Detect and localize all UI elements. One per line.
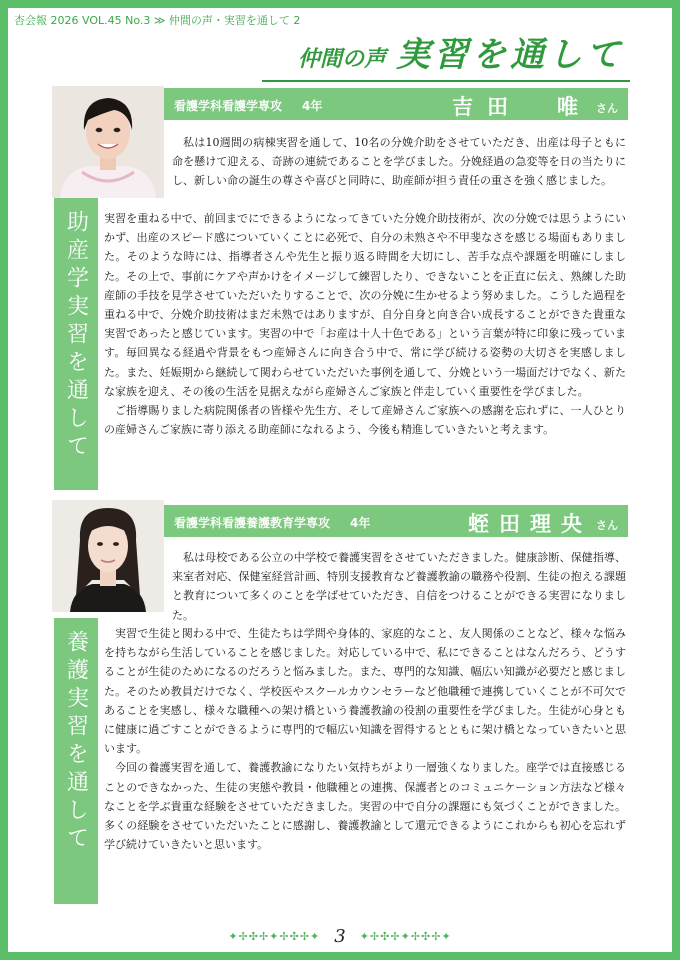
article-2-body	[104, 624, 626, 852]
name-bar-1	[164, 88, 628, 120]
grade-2: 4年	[350, 516, 371, 530]
article-2-paragraph-1: 私は母校である公立の中学校で養護実習をさせていただきました。健康診断、保健指導、来室者対応、保健室経営計画、特別支援教育など養護教諭の職務や役割、生徒の抱える課題と教育について多くのことを学ばせていただき、自信をつけることができる実習になりました。	[172, 551, 626, 622]
grade-1: 4年	[302, 99, 323, 113]
department-2: 看護学科看護養護教育学専攻 4年	[174, 516, 371, 530]
student-portrait-1-icon	[52, 86, 164, 198]
article-1-paragraph-1: 私は10週間の病棟実習を通して、10名の分娩介助をさせていただき、出産は母子ともに命を懸けて迎える、奇跡の連続であることを学びました。分娩経過の急変等を日の当たりにし、新しい命の誕生の尊さや喜びと同時に、助産師が担う責任の重さを強く感じました。	[172, 136, 626, 188]
student-name-1: 吉田 唯	[452, 95, 592, 119]
side-label-1: 助産学実習を通して	[54, 198, 98, 490]
title-big: 実習を通して	[396, 35, 624, 75]
article-2-intro	[172, 548, 626, 625]
honorific-1: さん	[596, 102, 618, 115]
department-1: 看護学科看護学専攻 4年	[174, 99, 323, 113]
honorific-2: さん	[596, 519, 618, 532]
student-name-2: 蛭田理央	[468, 512, 592, 536]
running-head: 杏会報 2026 VOL.45 No.3 ≫ 仲間の声・実習を通して 2	[14, 14, 301, 27]
article-1-body	[104, 209, 626, 463]
footer-ornament-left: ✦✢✣✢✦✢✣✢✦	[228, 929, 321, 943]
side-label-2: 養護実習を通して	[54, 618, 98, 904]
page-footer	[0, 926, 680, 946]
article-1-paragraph-2: ご指導賜りました病院関係者の皆様や先生方、そして産婦さんご家族への感謝を忘れずに、一人ひとりの産婦さんご家族に寄り添える助産師になれるよう、今後も精進していきたいと考えます。	[104, 404, 626, 437]
name-bar-2	[164, 505, 628, 537]
article-1-paragraph-1-cont: 実習を重ねる中で、前回までにできるようになってきていた分娩介助技術が、次の分娩では思うようにいかず、出産のスピード感についていくことに必死で、自分の未熟さや不甲斐なさを感じる場面もありました。そのような時には、指導者さんや先生と振り返る時間を大切にし、苦手な点や課題を明確にしました。その上で、事前にケアや声かけをイメージして練習したり、できないことを正直に伝え、熟練した助産師の手技を見学させていただいたりすることで、次の分娩に生かせるよう努めました。こうした過程を重ねる中で、分娩介助技術はまだ未熟ではありますが、自分自身と向き合い成長することができた貴重な実習であったと感じています。実習の中で「お産は十人十色である」という言葉が特に印象に残っています。毎回異なる経過や背景をもつ産婦さんに向き合う中で、常に学び続ける姿勢の大切さを実感しました。また、妊娠期から継続して関わらせていただいた事例を通して、分娩という一場面だけでなく、新たな家族を迎え、その後の生活を見据えながら産婦さんご家族と伴走していく重要性を学びました。	[104, 212, 626, 398]
article-2-paragraph-2: 実習で生徒と関わる中で、生徒たちは学問や身体的、家庭的なこと、友人関係のことなど、様々な悩みを持ちながら生活していることを感じました。対応している中で、私にできることはなんだろう、どうすることが生徒のためになるのだろうと悩みました。また、専門的な知識、幅広い知識が必要だと感じました。そのため教員だけでなく、学校医やスクールカウンセラーなど他職種で連携していくことが不可欠であることを実感し、様々な職種への架け橋という養護教諭の役割の重要性を学びました。生徒が心身ともに健康に過ごすことができるように専門的で幅広い知識を習得するとともに架け橋となっていきたいと思います。	[104, 627, 626, 756]
title-underline	[262, 80, 630, 82]
article-1-intro	[172, 133, 626, 191]
page-number: 3	[334, 925, 346, 947]
student-portrait-2-icon	[52, 500, 164, 612]
footer-ornament-right: ✦✢✣✢✦✢✣✢✦	[359, 929, 452, 943]
article-2-paragraph-3: 今回の養護実習を通して、養護教諭になりたい気持ちがより一層強くなりました。座学では直接感じることのできなかった、生徒の実態や教員・他職種との連携、保護者とのコミュニケーション方法など様々なことを学ぶ貴重な経験をさせていただきました。実習の中で自分の課題にも気づくことができました。多くの経験をさせていただいたことに感謝し、養護教諭として還元できるようにこれからも初心を忘れず学び続けていきたいと思います。	[104, 761, 626, 852]
title-small: 仲間の声	[297, 47, 386, 72]
section-title	[297, 35, 624, 75]
